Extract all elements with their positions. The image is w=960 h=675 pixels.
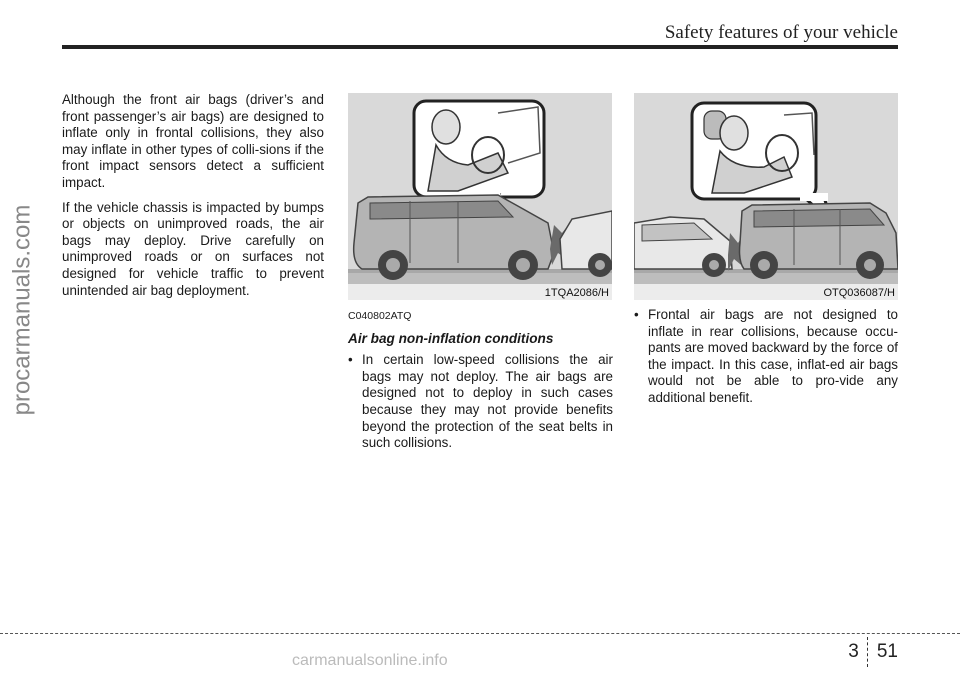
bullet-item (348, 352, 613, 452)
figure-frontal-collision (348, 93, 612, 300)
figure-code: 1TQA2086/H (544, 287, 609, 299)
intro-paragraph-2: If the vehicle chassis is impacted by bumps or objects on unimproved roads, the air bags may deploy. Drive carefully on unimproved roads or on surfaces not designed for vehicle traffic to prevent unintended air bag deployment. (62, 199, 324, 298)
figure-code: OTQ036087/H (823, 287, 895, 299)
bullet-item (634, 307, 898, 407)
rear-collision-illustration (634, 93, 898, 300)
side-watermark-text: procarmanuals.com (8, 204, 35, 416)
page-number-separator (867, 637, 869, 667)
chapter-number: 3 (848, 641, 859, 662)
bullet-icon: • (634, 307, 639, 322)
header-rule (62, 45, 898, 49)
rear-collision-section (634, 307, 898, 407)
bullet-text: Frontal air bags are not designed to inflate in rear collisions, because occu-pants are moved backward by the force of the impact. In this case, inflat-ed air bags would not be able to pro-vide any additional benefit. (648, 307, 898, 405)
bullet-text: In certain low-speed collisions the air bags may not deploy. The air bags are designed not to deploy in such cases because they may not provide benefits beyond the protection of the seat belts in such collisions. (362, 352, 613, 451)
page-number-value: 51 (876, 641, 898, 662)
non-inflation-section (348, 308, 613, 452)
page-number (848, 637, 898, 667)
section-code: C040802ATQ (348, 310, 412, 322)
intro-paragraph-1: Although the front air bags (driver’s and front passenger’s air bags) are designed to inflate only in frontal collisions, they also may inflate in other types of colli-sions if the front impact sensors detect a sufficient impact. (62, 92, 324, 190)
intro-column (62, 92, 324, 307)
footer-rule (0, 633, 960, 634)
frontal-collision-illustration (348, 93, 612, 300)
side-watermark (4, 100, 40, 520)
bottom-watermark: carmanualsonline.info (292, 652, 448, 669)
figure-rear-collision (634, 93, 898, 300)
section-heading: Air bag non-inflation conditions (348, 330, 554, 346)
bullet-icon: • (348, 352, 353, 368)
page-header-title: Safety features of your vehicle (664, 22, 898, 43)
